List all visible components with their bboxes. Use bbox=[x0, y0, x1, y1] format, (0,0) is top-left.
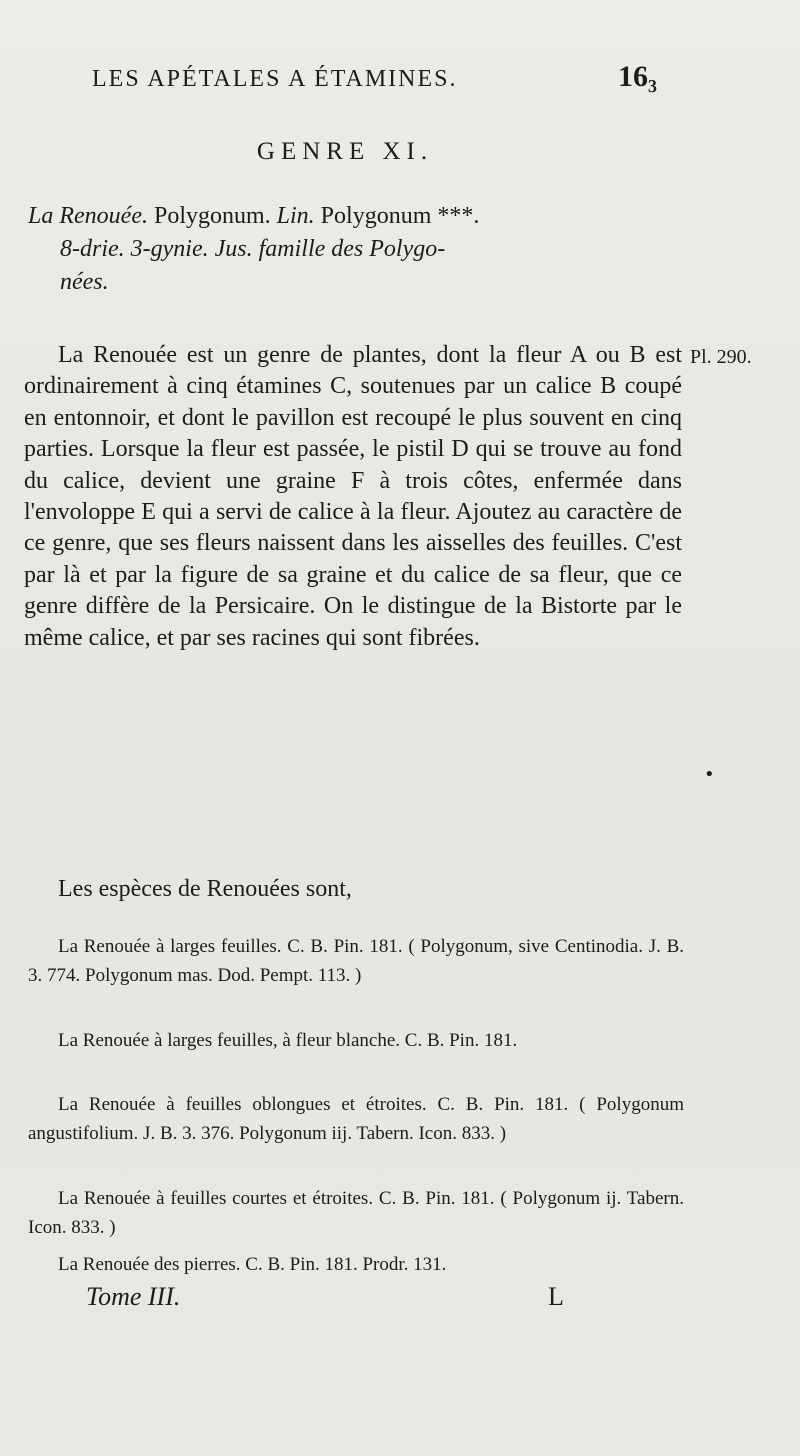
species-entry: La Renouée à feuilles courtes et étroites. C. B. Pin. 181. ( Polygonum ij. Tabern. Icon. 833. ) bbox=[28, 1188, 684, 1238]
species-entry: La Renouée à larges feuilles. C. B. Pin. 181. ( Polygonum, sive Centinodia. J. B. 3. 774. Polygonum mas. Dod. Pempt. 113. ) bbox=[28, 936, 684, 986]
species-entry: La Renouée à larges feuilles, à fleur blanche. C. B. Pin. 181. bbox=[58, 1030, 518, 1051]
margin-bullet: • bbox=[704, 764, 715, 785]
genre-heading: GENRE XI. bbox=[256, 138, 434, 165]
page-number: 16₃ bbox=[618, 60, 657, 93]
intro-genus-name: La Renouée. bbox=[28, 203, 148, 229]
genus-description: La Renouée est un genre de plantes, dont la fleur A ou B est ordinairement à cinq étamines C, soutenues par un calice B coupé en entonnoir, et dont le pavillon est recoupé le plus souvent en cinq parties. Lorsque la fleur est passée, le pistil D qui se trouve au fond du calice, devient une graine F à trois côtes, enfermée dans l'envoloppe E qui a servi de calice à la fleur. Ajoutez au caractère de ce genre, que ses fleurs naissent dans les aisselles des feuilles. C'est par là et par la figure de sa graine et du calice de sa fleur, que ce genre diffère de la Persicaire. On le distingue de la Bistorte par le même calice, et par ses racines qui sont fibrées. bbox=[24, 342, 682, 651]
intro-latin: Polygonum. bbox=[147, 203, 277, 229]
species-entry: La Renouée des pierres. C. B. Pin. 181. Prodr. 131. bbox=[58, 1254, 447, 1275]
species-heading: Les espèces de Renouées sont, bbox=[58, 876, 352, 902]
intro-latin-2: Polygonum ***. bbox=[314, 203, 480, 229]
gathering-signature: L bbox=[548, 1282, 564, 1311]
volume-signature: Tome III. bbox=[86, 1282, 181, 1311]
intro-lin: Lin. bbox=[276, 203, 315, 229]
species-entry: La Renouée à feuilles oblongues et étroites. C. B. Pin. 181. ( Polygonum angustifolium. J. B. 3. 376. Polygonum iij. Tabern. Icon. 833. ) bbox=[28, 1094, 684, 1144]
genus-intro bbox=[28, 200, 688, 299]
plate-reference: Pl. 290. bbox=[690, 346, 752, 368]
intro-line-3: nées. bbox=[60, 269, 109, 295]
intro-line-1 bbox=[28, 200, 688, 233]
running-title: LES APÉTALES A ÉTAMINES. bbox=[92, 66, 458, 92]
intro-line-2: 8-drie. 3-gynie. Jus. famille des Polygo- bbox=[60, 236, 446, 262]
